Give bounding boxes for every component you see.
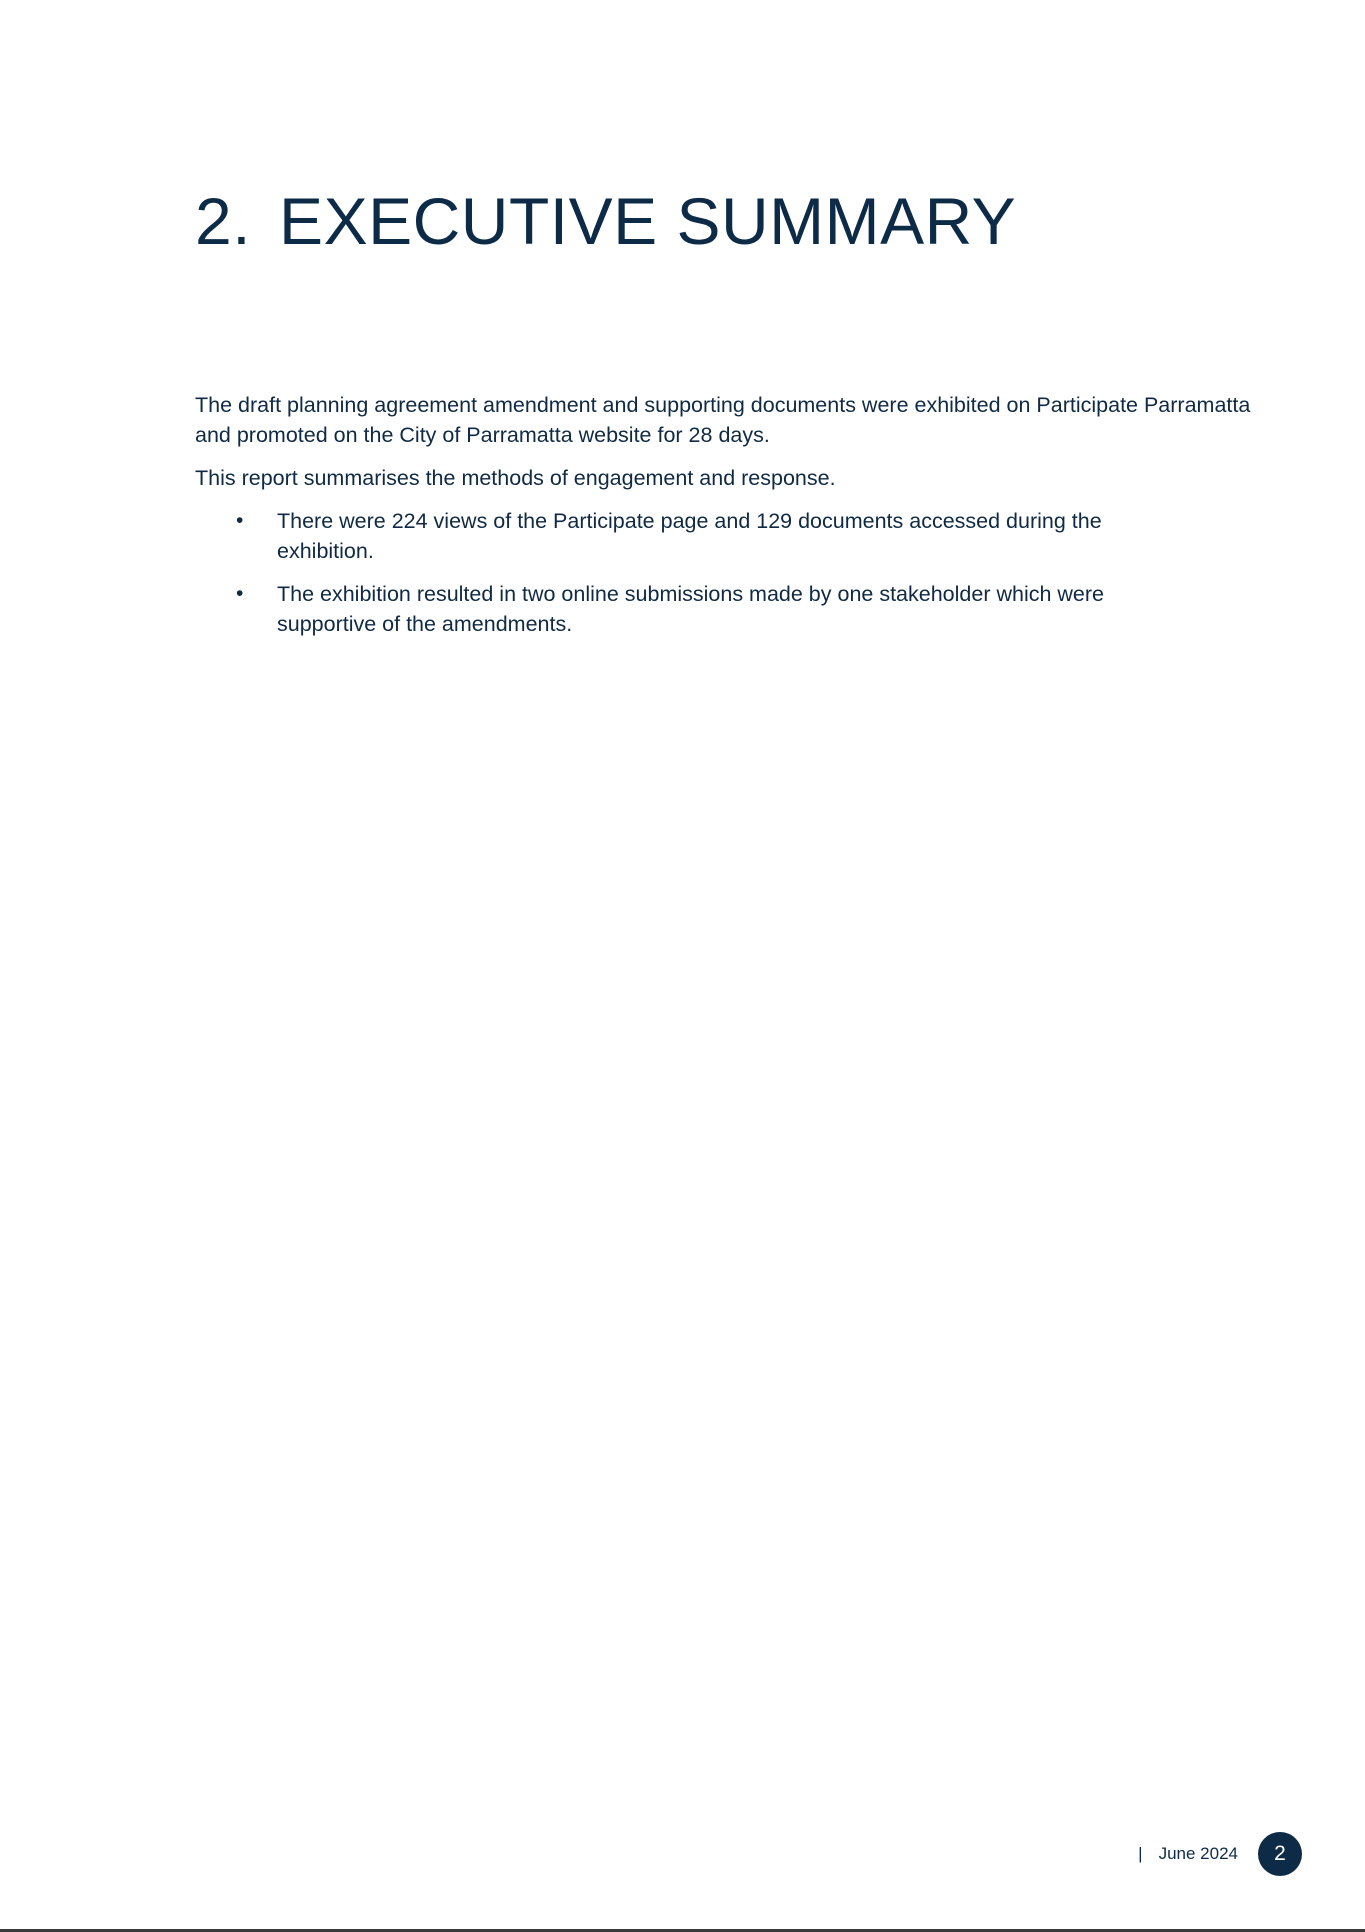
section-title: EXECUTIVE SUMMARY (279, 184, 1017, 258)
bullet-marker: • (236, 582, 244, 605)
page-number-badge: 2 (1258, 1832, 1302, 1876)
body-text (195, 390, 1280, 652)
bullet-text: There were 224 views of the Participate page and 129 documents accessed during the exhibition. (277, 509, 1102, 563)
bullet-item (195, 506, 1202, 566)
section-heading (195, 176, 1016, 266)
page-footer (1138, 1832, 1302, 1876)
bullet-text: The exhibition resulted in two online submissions made by one stakeholder which were supportive of the amendments. (277, 582, 1105, 636)
footer-date: June 2024 (1158, 1844, 1238, 1863)
summary-paragraph: This report summarises the methods of engagement and response. (195, 466, 836, 490)
bullet-item (195, 579, 1202, 639)
intro-paragraph: The draft planning agreement amendment and supporting documents were exhibited on Participate Parramatta and promoted on the City of Parramatta website for 28 days. (195, 393, 1251, 447)
section-number: 2. (195, 184, 252, 258)
summary-bullet-list (195, 506, 1280, 639)
bullet-marker: • (236, 509, 244, 532)
footer-separator: | (1138, 1844, 1143, 1863)
